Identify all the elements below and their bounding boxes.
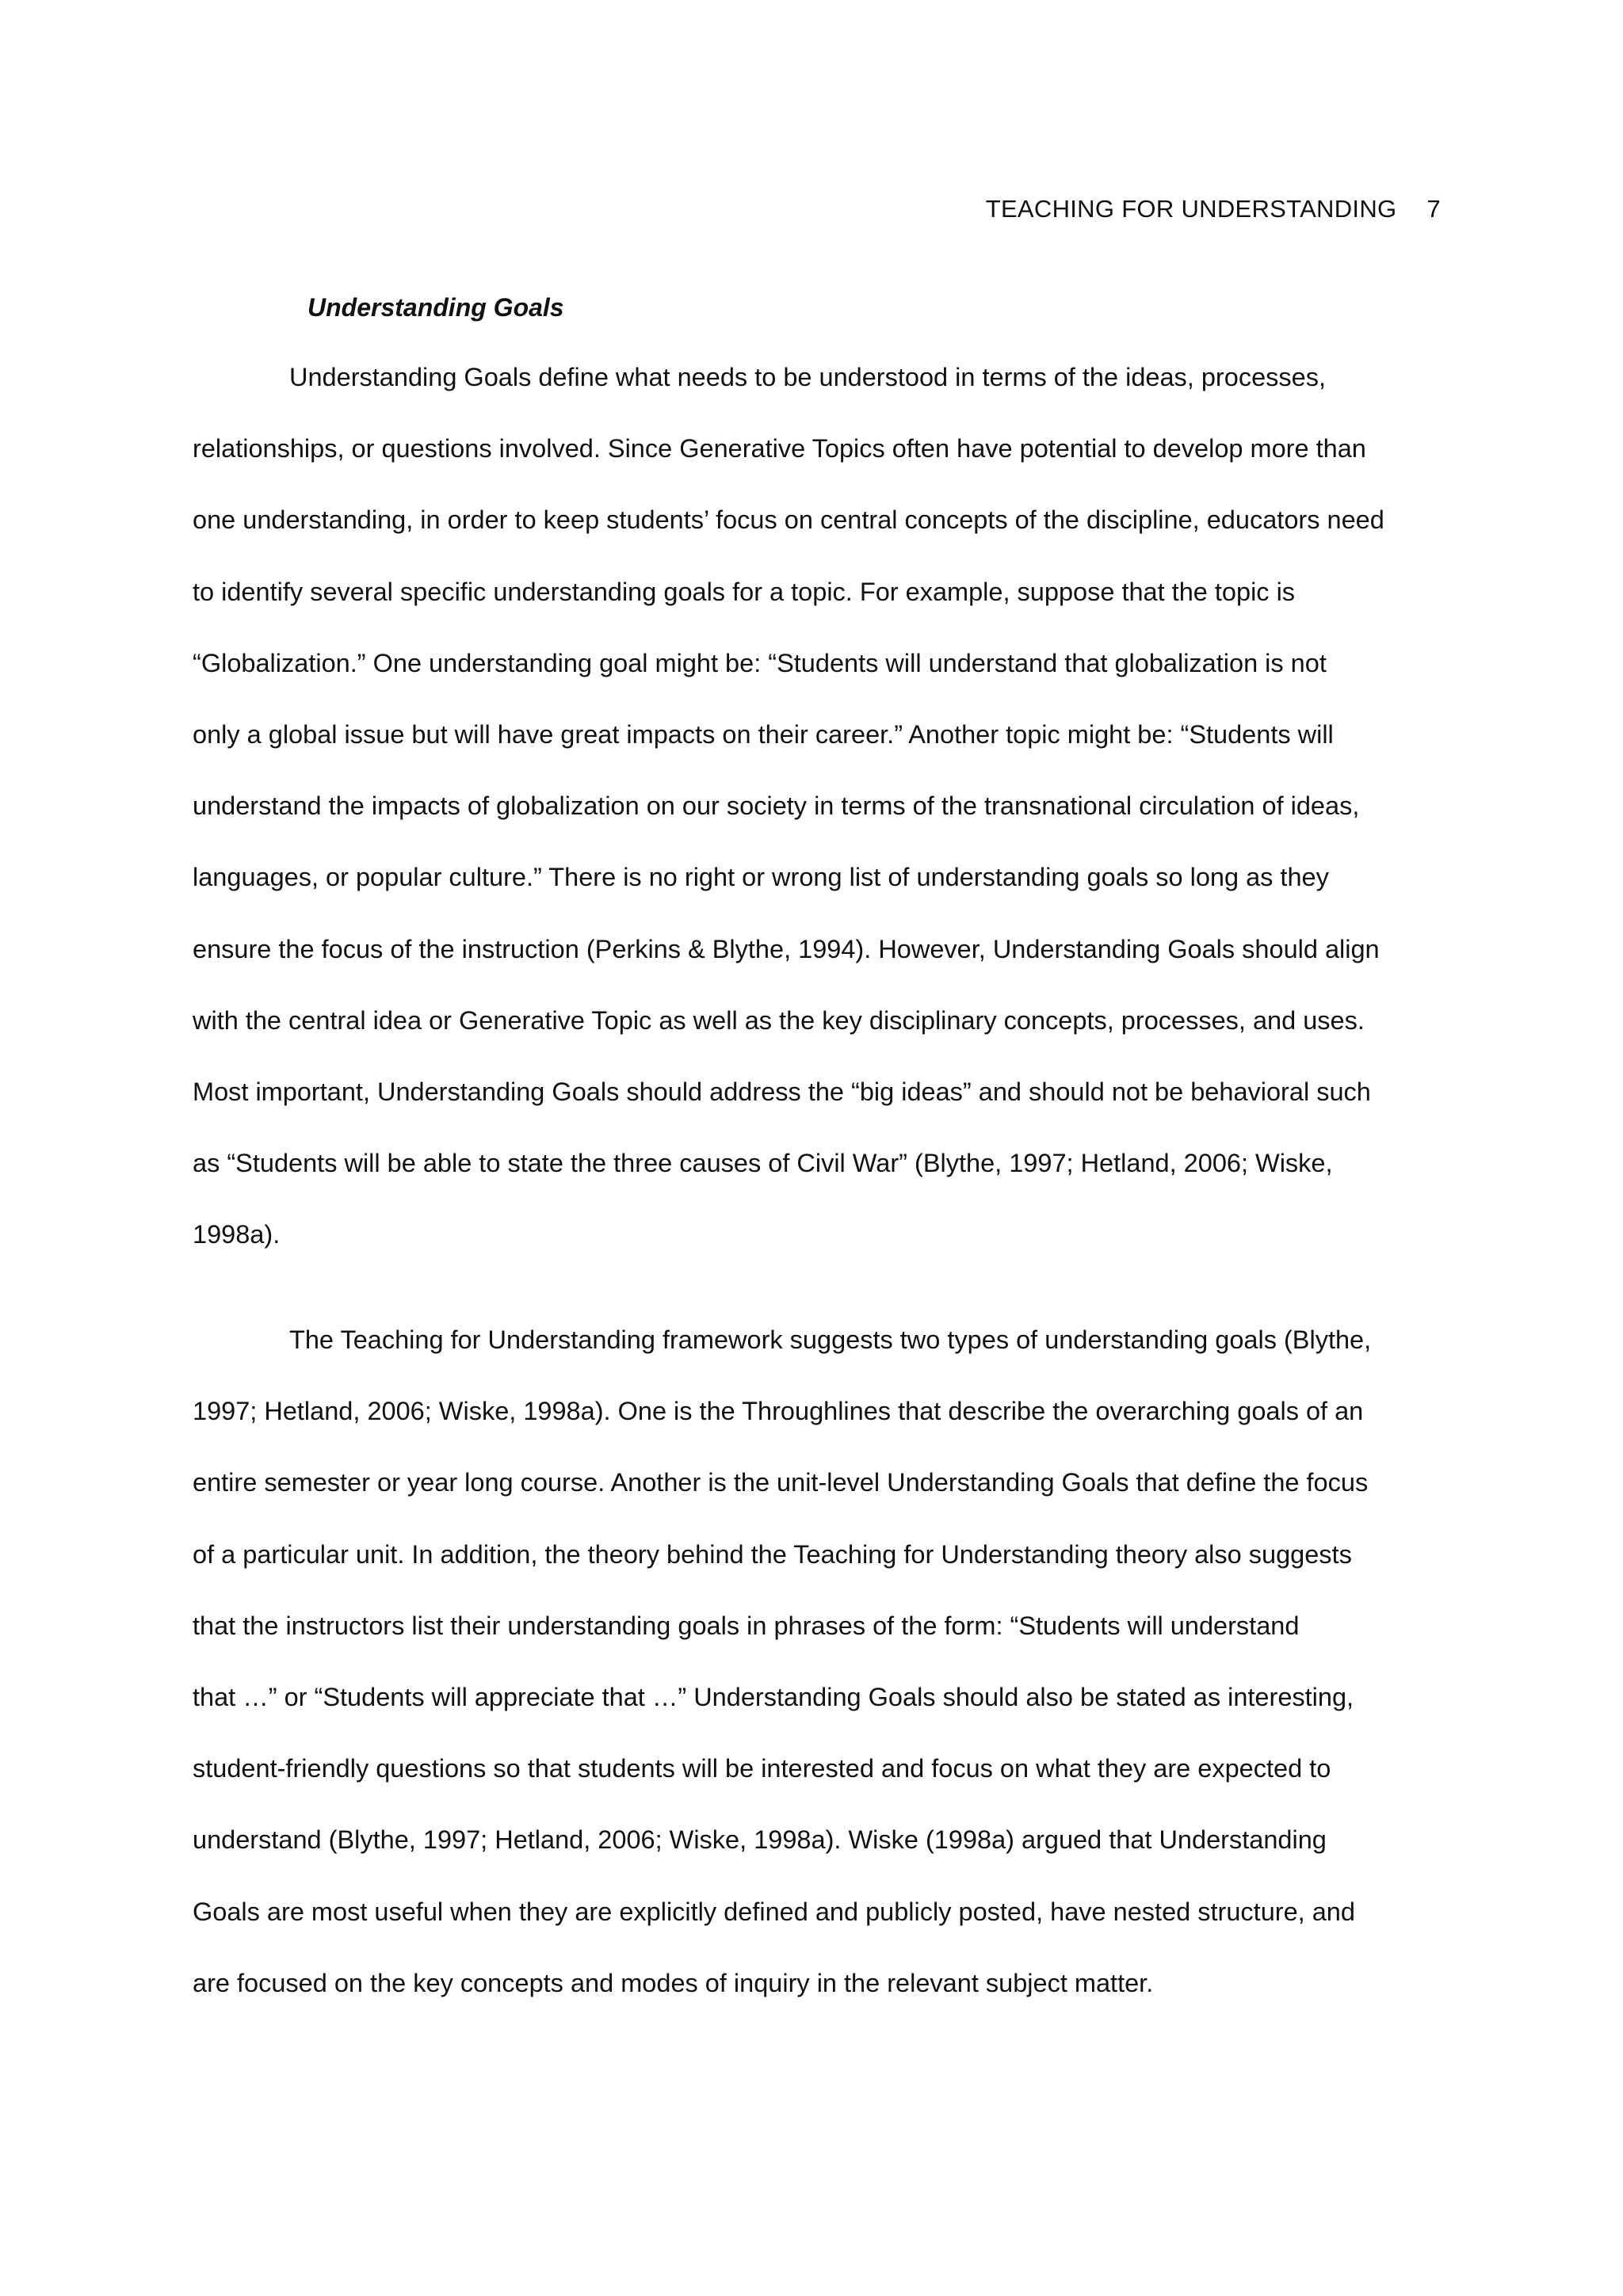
text-line: Goals are most useful when they are explicitly defined and publicly posted, have nested structure, and — [193, 1897, 1355, 1926]
text-line: 1997; Hetland, 2006; Wiske, 1998a). One is the Throughlines that describe the overarching goals of an — [193, 1397, 1364, 1426]
text-line: understand (Blythe, 1997; Hetland, 2006; Wiske, 1998a). Wiske (1998a) argued that Understanding — [193, 1825, 1327, 1855]
text-line: languages, or popular culture.” There is no right or wrong list of understanding goals so long as they — [193, 863, 1329, 892]
page-number: 7 — [1426, 195, 1441, 223]
text-line: to identify several specific understanding goals for a topic. For example, suppose that the topic is — [193, 577, 1296, 606]
text-line: as “Students will be able to state the three causes of Civil War” (Blythe, 1997; Hetland, 2006; Wiske, — [193, 1149, 1333, 1178]
text-line: with the central idea or Generative Topic as well as the key disciplinary concepts, processes, and uses. — [193, 1005, 1365, 1035]
text-line: one understanding, in order to keep students’ focus on central concepts of the discipline, educators need — [193, 505, 1384, 535]
text-line: understand the impacts of globalization on our society in terms of the transnational circulation of ideas, — [193, 791, 1360, 821]
text-line: relationships, or questions involved. Since Generative Topics often have potential to develop more than — [193, 434, 1366, 463]
body-paragraph — [193, 341, 1445, 1270]
running-head — [986, 195, 1441, 223]
section-heading: Understanding Goals — [307, 293, 564, 322]
running-head-title: TEACHING FOR UNDERSTANDING — [985, 195, 1397, 223]
text-line: Understanding Goals define what needs to be understood in terms of the ideas, processes, — [289, 363, 1327, 391]
text-line: 1998a). — [193, 1220, 281, 1249]
text-line: “Globalization.” One understanding goal might be: “Students will understand that globalization is not — [193, 648, 1327, 677]
text-line: that …” or “Students will appreciate that …” Understanding Goals should also be stated as interesting, — [193, 1682, 1354, 1711]
text-line: are focused on the key concepts and modes of inquiry in the relevant subject matter. — [193, 1968, 1154, 1997]
text-line: ensure the focus of the instruction (Perkins & Blythe, 1994). However, Understanding Goals should align — [193, 934, 1380, 963]
text-line: Most important, Understanding Goals should address the “big ideas” and should not be behavioral such — [193, 1077, 1371, 1106]
text-line: that the instructors list their understanding goals in phrases of the form: “Students will understand — [193, 1611, 1300, 1640]
text-line: of a particular unit. In addition, the theory behind the Teaching for Understanding theory also suggests — [193, 1539, 1352, 1569]
body-paragraph — [193, 1304, 1445, 2019]
text-line: student-friendly questions so that students will be interested and focus on what they are expected to — [193, 1754, 1331, 1783]
text-line: only a global issue but will have great impacts on their career.” Another topic might be: “Students will — [193, 719, 1334, 749]
text-line: The Teaching for Understanding framework suggests two types of understanding goals (Blythe, — [289, 1325, 1372, 1354]
text-line: entire semester or year long course. Another is the unit-level Understanding Goals that define the focus — [193, 1468, 1369, 1497]
